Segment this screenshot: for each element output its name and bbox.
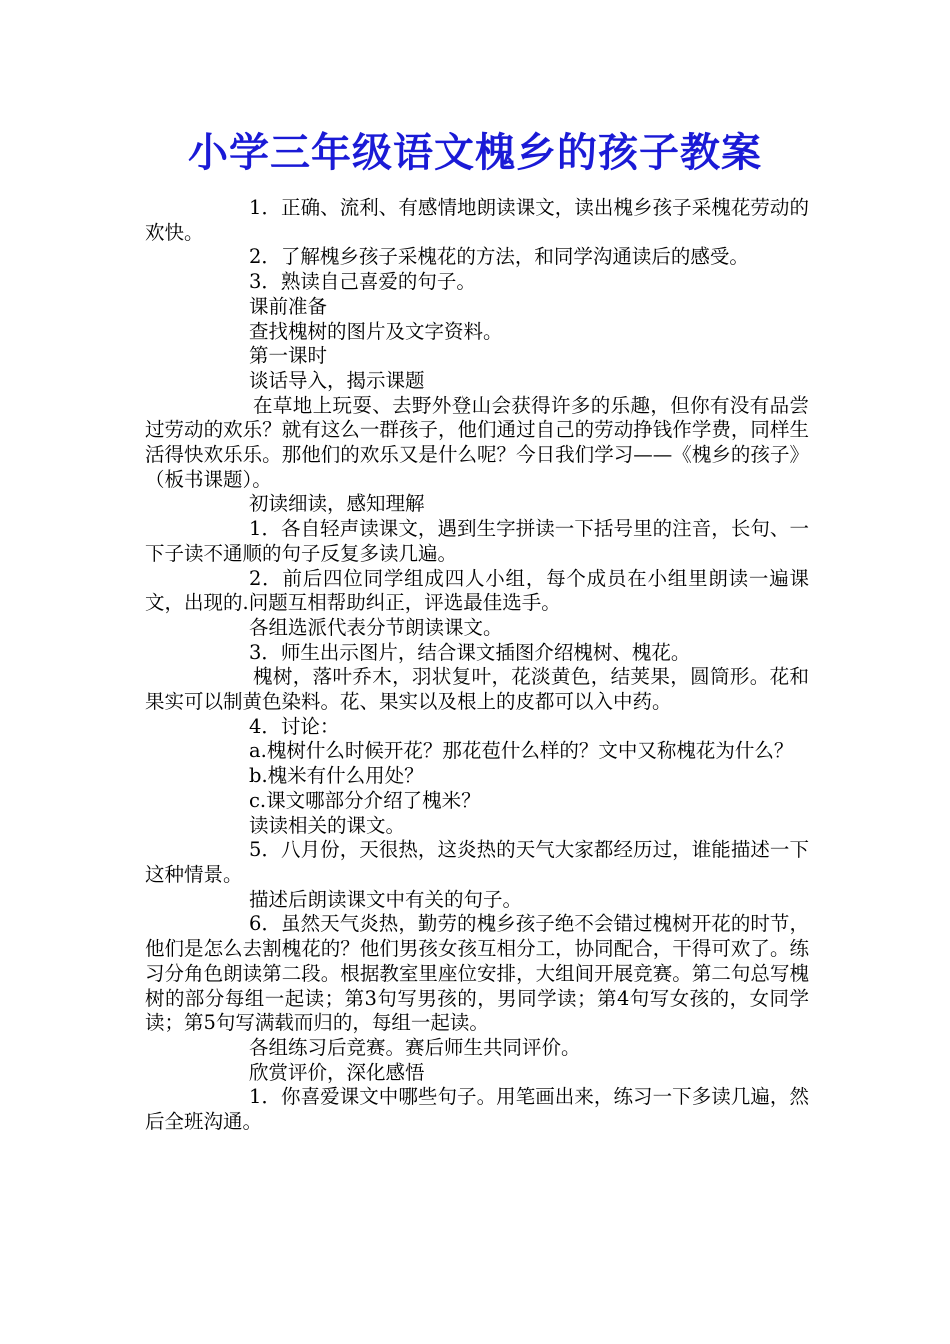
paragraph: 查找槐树的图片及文字资料。 [249,319,503,343]
paragraph: 读读相关的课文。 [249,813,406,837]
paragraph: 6．虽然天气炎热，勤劳的槐乡孩子绝不会错过槐树开花的时节，他们是怎么去割槐花的？他们男孩女孩互相分工，协同配合，干得可欢了。练习分角色朗读第二段。根据教室里座位安排，大组间开展竞赛。第二句总写槐树的部分每组一起读；第3句写男孩的，男同学读；第4句写女孩的，女同学读；第5句写满载而归的，每组一起读。 [145,912,809,1035]
paragraph: c.课文哪部分介绍了槐米？ [249,788,481,812]
paragraph: 1．你喜爱课文中哪些句子。用笔画出来，练习一下多读几遍，然后全班沟通。 [145,1085,809,1134]
document-title: 小学三年级语文槐乡的孩子教案 [188,130,762,176]
paragraph: 3．熟读自己喜爱的句子。 [249,270,476,294]
paragraph: b.槐米有什么用处？ [249,764,424,788]
paragraph: 槐树，落叶乔木，羽状复叶，花淡黄色，结荚果，圆筒形。花和果实可以制黄色染料。花、果实以及根上的皮都可以入中药。 [145,665,809,714]
document-body [145,196,809,1135]
paragraph: 第一课时 [249,344,328,368]
paragraph: 1．正确、流利、有感情地朗读课文，读出槐乡孩子采槐花劳动的欢快。 [145,196,809,244]
paragraph: 初读细读，感知理解 [249,492,425,516]
paragraph: 在草地上玩耍、去野外登山会获得许多的乐趣，但你有没有品尝过劳动的欢乐？就有这么一群孩子，他们通过自己的劳动挣钱作学费，同样生活得快欢乐乐。那他们的欢乐又是什么呢？今日我们学习——《槐乡的孩子》（板书课题）。 [145,393,809,491]
paragraph: 3．师生出示图片，结合课文插图介绍槐树、槐花。 [249,640,691,664]
paragraph: 谈话导入，揭示课题 [249,368,425,392]
paragraph: 欣赏评价，深化感悟 [249,1060,425,1084]
paragraph: 1．各自轻声读课文，遇到生字拼读一下括号里的注音，长句、一下子读不通顺的句子反复多读几遍。 [145,517,809,565]
paragraph: 课前准备 [249,294,328,318]
paragraph: 2．了解槐乡孩子采槐花的方法，和同学沟通读后的感受。 [249,245,749,269]
paragraph: 4．讨论： [249,714,340,738]
paragraph: 描述后朗读课文中有关的句子。 [249,887,523,911]
paragraph: 各组练习后竞赛。赛后师生共同评价。 [249,1035,581,1059]
paragraph: 5．八月份，天很热，这炎热的天气大家都经历过，谁能描述一下这种情景。 [145,838,809,886]
paragraph: 各组选派代表分节朗读课文。 [249,615,503,639]
paragraph: a.槐树什么时候开花？那花苞什么样的？文中又称槐花为什么？ [249,739,794,763]
paragraph: 2．前后四位同学组成四人小组，每个成员在小组里朗读一遍课文，出现的.问题互相帮助纠正，评选最佳选手。 [145,566,809,615]
